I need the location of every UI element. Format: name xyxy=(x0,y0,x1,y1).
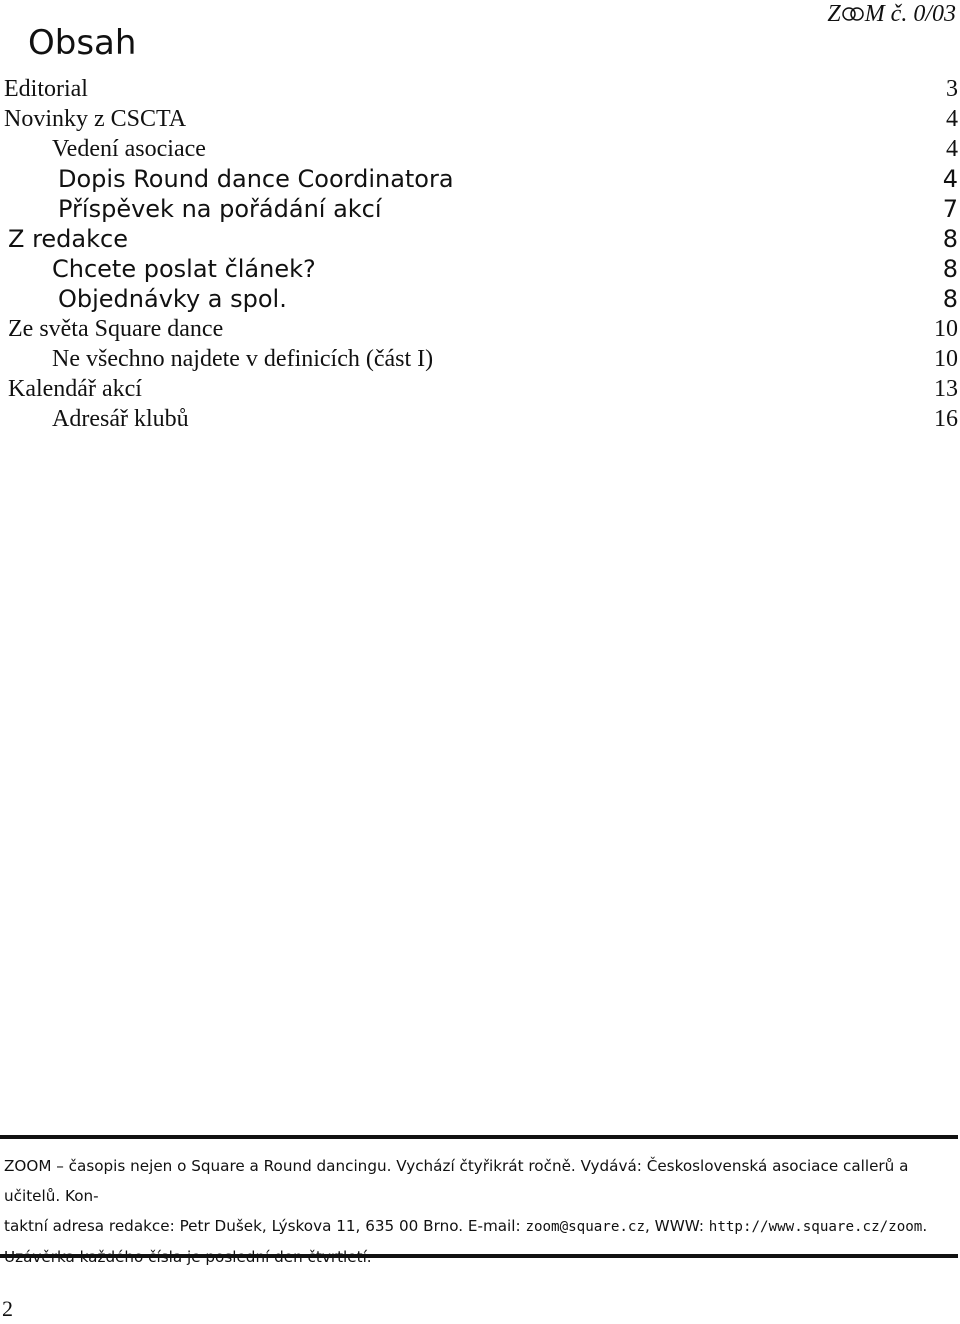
toc-entry xyxy=(0,224,960,254)
toc-entry-title: Příspěvek na pořádání akcí xyxy=(58,195,382,223)
issue-label: M č. 0/03 xyxy=(864,1,956,27)
toc-entry xyxy=(0,104,960,134)
toc-entry xyxy=(0,254,960,284)
colophon-address: taktní adresa redakce: Petr Dušek, Lýskova 11, 635 00 Brno. E-mail: xyxy=(4,1217,526,1235)
page-title: Obsah xyxy=(28,23,137,63)
issue-prefix: Z xyxy=(827,1,841,27)
toc-entry-title: Ze světa Square dance xyxy=(8,316,224,342)
toc-entry-page: 3 xyxy=(946,76,958,102)
toc-entry-page: 8 xyxy=(942,255,958,283)
toc-entry-title: Kalendář akcí xyxy=(8,376,142,402)
website-link[interactable]: http://www.square.cz/zoom xyxy=(708,1219,923,1235)
toc-entry-page: 4 xyxy=(946,106,958,132)
colophon-line xyxy=(4,1211,956,1242)
email-link[interactable]: zoom@square.cz xyxy=(525,1219,646,1235)
toc-entry-page: 13 xyxy=(934,376,958,402)
toc-entry-page: 10 xyxy=(934,346,958,372)
toc-entry-title: Objednávky a spol. xyxy=(58,285,287,313)
toc-entry xyxy=(0,164,960,194)
toc-entry xyxy=(0,284,960,314)
table-of-contents xyxy=(0,74,960,434)
toc-entry-page: 8 xyxy=(942,285,958,313)
toc-entry-page: 16 xyxy=(934,406,958,432)
toc-entry-title: Editorial xyxy=(4,76,88,102)
toc-entry-title: Ne všechno najdete v definicích (část I) xyxy=(52,346,434,372)
toc-entry xyxy=(0,344,960,374)
toc-entry-title: Vedení asociace xyxy=(52,136,206,162)
toc-entry-title: Dopis Round dance Coordinatora xyxy=(58,165,454,193)
toc-entry-title: Chcete poslat článek? xyxy=(52,255,316,283)
colophon-text: , WWW: xyxy=(645,1217,709,1235)
toc-entry xyxy=(0,404,960,434)
toc-entry-page: 4 xyxy=(946,136,958,162)
toc-entry-title: Novinky z CSCTA xyxy=(4,106,187,132)
toc-entry-title: Z redakce xyxy=(8,225,128,253)
toc-entry-title: Adresář klubů xyxy=(52,406,189,432)
colophon-text: . xyxy=(922,1217,928,1235)
colophon-top-rule xyxy=(0,1135,958,1139)
page-number: 2 xyxy=(2,1296,13,1321)
toc-entry xyxy=(0,314,960,344)
colophon-line: ZOOM – časopis nejen o Square a Round dancingu. Vychází čtyřikrát ročně. Vydává: Československá asociace callerů a učitelů. Kon- xyxy=(4,1157,909,1205)
toc-entry xyxy=(0,194,960,224)
toc-entry-page: 8 xyxy=(942,225,958,253)
toc-entry xyxy=(0,134,960,164)
toc-entry-page: 10 xyxy=(934,316,958,342)
toc-entry-page: 7 xyxy=(942,195,958,223)
toc-entry xyxy=(0,74,960,104)
toc-entry-page: 4 xyxy=(942,165,958,193)
issue-header xyxy=(827,0,956,28)
zoom-logo-icon xyxy=(842,5,864,23)
colophon-bottom-rule xyxy=(0,1254,958,1258)
toc-entry xyxy=(0,374,960,404)
